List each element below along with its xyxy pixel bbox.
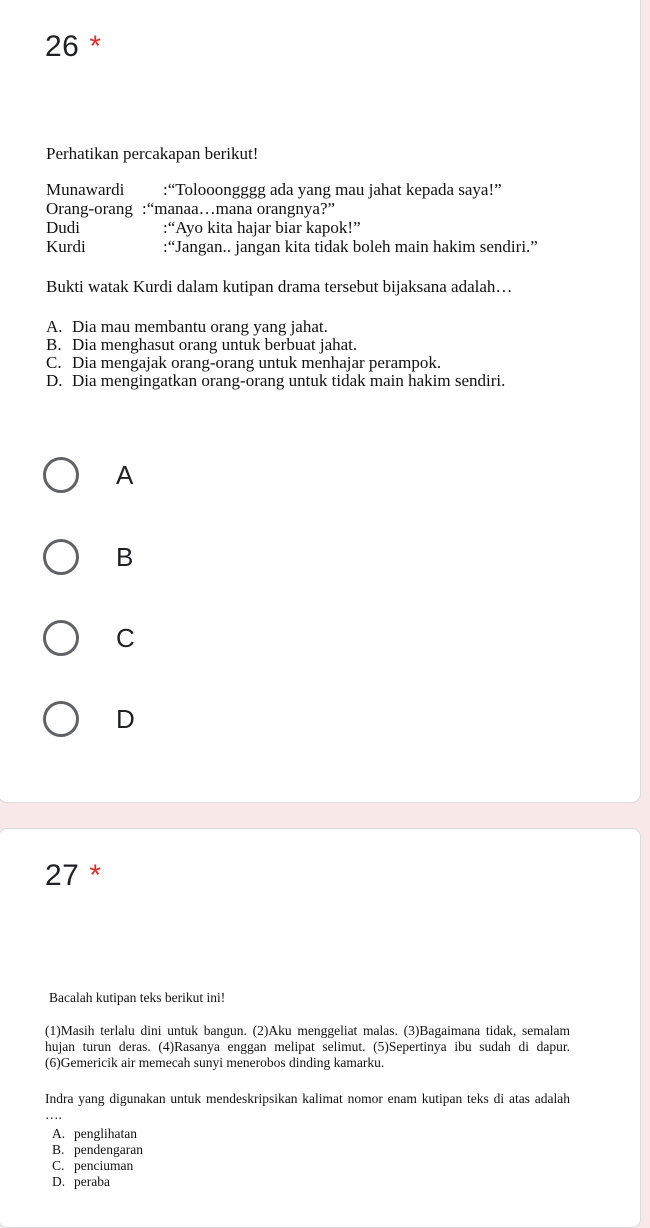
answer-option-text [52,1158,133,1174]
speaker-name: Kurdi [46,237,86,256]
choice-c[interactable] [43,618,135,658]
choice-d[interactable] [43,699,135,739]
dialogue-line [46,180,606,200]
required-asterisk: * [89,859,102,892]
choice-a[interactable] [43,455,133,495]
speaker-name: Dudi [46,218,80,237]
option-letter: B. [46,335,62,354]
answer-option-text [46,335,357,355]
choice-b[interactable] [43,537,133,577]
required-asterisk: * [89,30,102,63]
speaker-name: Orang-orang [46,199,133,218]
question-card-27 [0,828,641,1228]
answer-option-text [52,1142,143,1158]
question-number: 27 [45,859,80,892]
speaker-line: :“Ayo kita hajar biar kapok!” [163,218,361,237]
question-text: Indra yang digunakan untuk mendeskripsikan kalimat nomor enam kutipan teks di atas adalah …. [45,1091,570,1122]
question-title [45,859,102,893]
choice-label: A [116,459,134,490]
option-text: pendengaran [74,1142,143,1157]
answer-option-text [46,353,441,373]
answer-option-text [46,371,505,391]
radio-button[interactable] [43,620,79,656]
radio-button[interactable] [43,457,79,493]
speaker-line: :“Jangan.. jangan kita tidak boleh main hakim sendiri.” [163,237,538,256]
answer-option-text [46,317,328,337]
option-text: Dia mau membantu orang yang jahat. [72,317,328,336]
radio-button[interactable] [43,539,79,575]
answer-option-text [52,1126,137,1142]
option-text: Dia menghasut orang untuk berbuat jahat. [72,335,358,354]
passage-text: (1)Masih terlalu dini untuk bangun. (2)Aku menggeliat malas. (3)Bagaimana tidak, semalam hujan turun deras. (4)Rasanya enggan melipat selimut. (5)Sepertinya ibu sudah di dapur. (6)Gemericik air memecah sunyi menerobos dinding kamarku. [45,1023,570,1070]
question-intro: Perhatikan percakapan berikut! [46,144,259,163]
choice-label: C [116,622,135,653]
radio-button[interactable] [43,701,79,737]
option-letter: B. [52,1142,65,1157]
question-intro: Bacalah kutipan teks berikut ini! [49,990,226,1005]
option-text: penglihatan [74,1126,137,1141]
option-text: penciuman [74,1158,134,1173]
question-text: Bukti watak Kurdi dalam kutipan drama tersebut bijaksana adalah… [46,277,513,296]
speaker-name: Munawardi [46,180,125,199]
dialogue-line [46,237,606,257]
option-text: Dia mengajak orang-orang untuk menhajar perampok. [72,353,442,372]
choice-label: D [116,703,135,734]
dialogue-line [46,218,606,238]
speaker-line: :“manaa…mana orangnya?” [142,199,336,218]
question-title [45,30,102,64]
choice-label: B [116,541,134,572]
answer-option-text [52,1174,110,1190]
question-number: 26 [45,30,80,63]
option-letter: D. [46,371,63,390]
option-letter: A. [52,1126,66,1141]
option-text: Dia mengingatkan orang-orang untuk tidak main hakim sendiri. [72,371,506,390]
option-letter: D. [52,1174,66,1189]
option-letter: A. [46,317,63,336]
option-letter: C. [52,1158,65,1173]
option-text: peraba [74,1174,110,1189]
option-letter: C. [46,353,62,372]
speaker-line: :“Tolooongggg ada yang mau jahat kepada saya!” [163,180,502,199]
dialogue-line [46,199,606,219]
